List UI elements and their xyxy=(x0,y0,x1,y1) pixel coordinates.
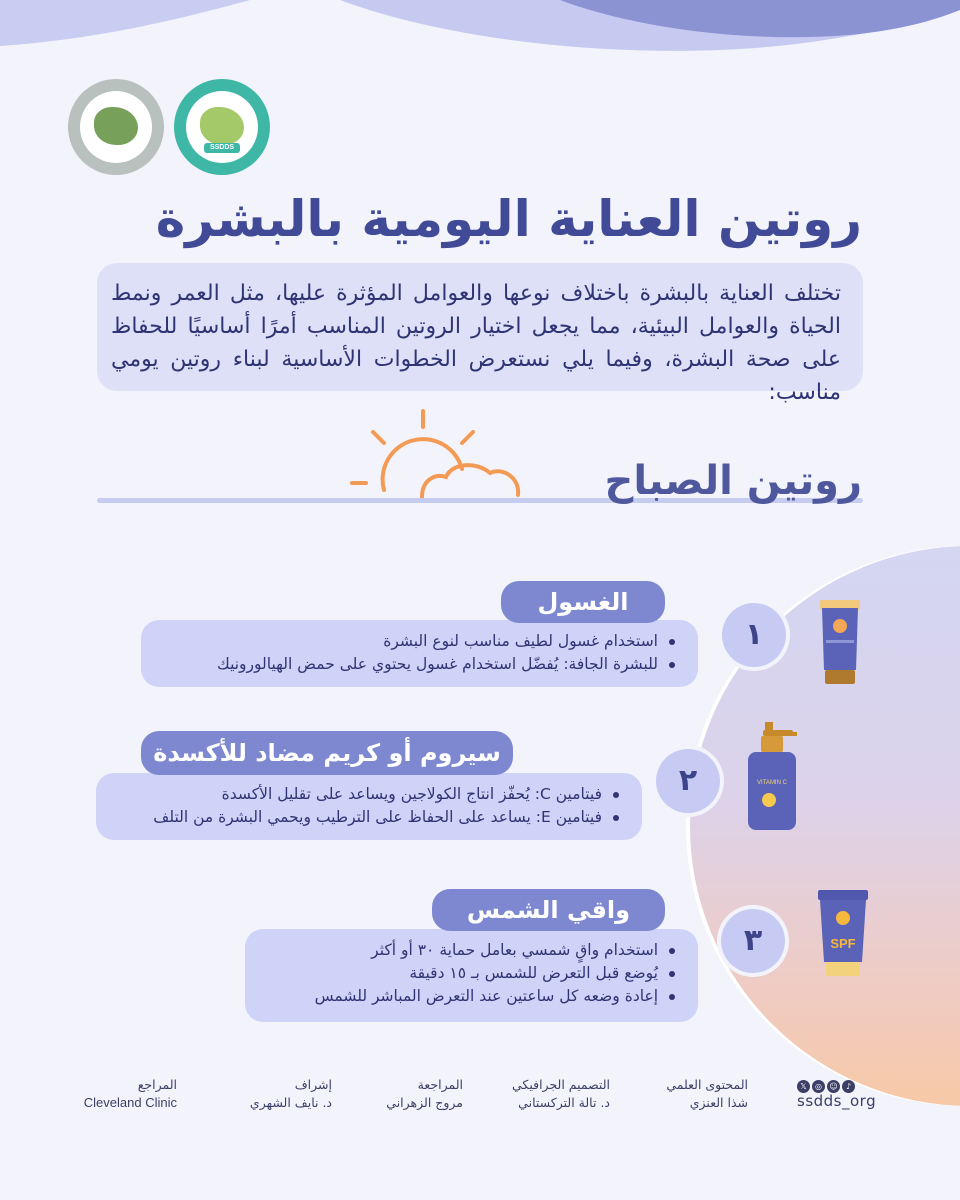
step-2-box xyxy=(96,773,642,840)
step-1-bullets xyxy=(217,630,678,676)
step-1-title: الغسول xyxy=(501,581,665,623)
list-item: فيتامين C: يُحفّز انتاج الكولاجين ويساعد على تقليل الأكسدة xyxy=(153,783,622,806)
map-emblem-icon xyxy=(94,107,138,145)
instagram-icon[interactable]: ◎ xyxy=(812,1080,825,1093)
list-item: للبشرة الجافة: يُفضّل استخدام غسول يحتوي على حمض الهيالورونيك xyxy=(217,653,678,676)
ssdds-logo xyxy=(174,79,270,175)
step-number-2: ٢ xyxy=(656,749,720,813)
sun-cloud-icon xyxy=(340,405,530,505)
step-number-3: ٣ xyxy=(721,909,785,973)
x-icon[interactable]: 𝕏 xyxy=(797,1080,810,1093)
credit-scientific-content xyxy=(666,1076,748,1112)
credit-label: المراجع xyxy=(137,1077,177,1092)
list-item: استخدام غسول لطيف مناسب لنوع البشرة xyxy=(217,630,678,653)
step-3-box xyxy=(245,929,698,1022)
ssdds-logo-tag: SSDDS xyxy=(204,143,240,153)
credit-label: المحتوى العلمي xyxy=(666,1077,748,1092)
list-item: فيتامين E: يساعد على الحفاظ على الترطيب ويحمي البشرة من التلف xyxy=(153,806,622,829)
credit-review xyxy=(386,1076,463,1112)
snapchat-icon[interactable]: ☺ xyxy=(827,1080,840,1093)
page-title: روتين العناية اليومية بالبشرة xyxy=(155,190,862,248)
step-3-title: واقي الشمس xyxy=(432,889,665,931)
credit-value: مروج الزهراني xyxy=(386,1095,463,1110)
credit-value: شذا العنزي xyxy=(689,1095,748,1110)
step-2-title: سيروم أو كريم مضاد للأكسدة xyxy=(141,731,513,775)
sunscreen-tube-icon xyxy=(816,890,870,978)
list-item: إعادة وضعه كل ساعتين عند التعرض المباشر للشمس xyxy=(315,985,678,1008)
credit-label: التصميم الجرافيكي xyxy=(512,1077,610,1092)
section-title-morning-routine: روتين الصباح xyxy=(604,458,862,504)
cleanser-tube-icon xyxy=(816,598,864,688)
vitamin-c-serum-bottle-icon xyxy=(745,722,799,832)
intro-text: تختلف العناية بالبشرة باختلاف نوعها والعوامل المؤثرة عليها، مثل العمر ونمط الحياة والعوامل البيئية، مما يجعل اختيار الروتين المناسب أمرًا أساسيًا للحفاظ على صحة البشرة، وفيما يلي نستعرض الخطوات الأساسية لبناء روتين يومي مناسب: xyxy=(111,281,841,405)
step-3-bullets xyxy=(315,939,678,1008)
list-item: استخدام واقٍ شمسي بعامل حماية ٣٠ أو أكثر xyxy=(315,939,678,962)
credit-value: د. تالة التركستاني xyxy=(518,1095,610,1110)
serum-label: VITAMIN C xyxy=(757,780,787,786)
credit-value: د. نايف الشهري xyxy=(249,1095,332,1110)
credit-references xyxy=(84,1076,177,1112)
social-icons xyxy=(797,1074,857,1093)
step-2-bullets xyxy=(153,783,622,829)
tiktok-icon[interactable]: ♪ xyxy=(842,1080,855,1093)
map-emblem-icon xyxy=(200,107,244,145)
sunscreen-label: SPF xyxy=(830,936,856,951)
step-number-1: ١ xyxy=(722,603,786,667)
credit-label: إشراف xyxy=(294,1077,332,1092)
social-handle[interactable]: ssdds_org xyxy=(797,1092,877,1110)
step-1-box xyxy=(141,620,698,687)
dermatology-society-logo xyxy=(68,79,164,175)
credit-supervision xyxy=(250,1076,332,1112)
intro-box xyxy=(97,263,863,405)
credit-label: المراجعة xyxy=(417,1077,463,1092)
top-wave-decoration xyxy=(0,0,960,60)
credit-graphic-design xyxy=(512,1076,610,1112)
credit-value: Cleveland Clinic xyxy=(83,1095,177,1110)
list-item: يُوضع قبل التعرض للشمس بـ ١٥ دقيقة xyxy=(315,962,678,985)
